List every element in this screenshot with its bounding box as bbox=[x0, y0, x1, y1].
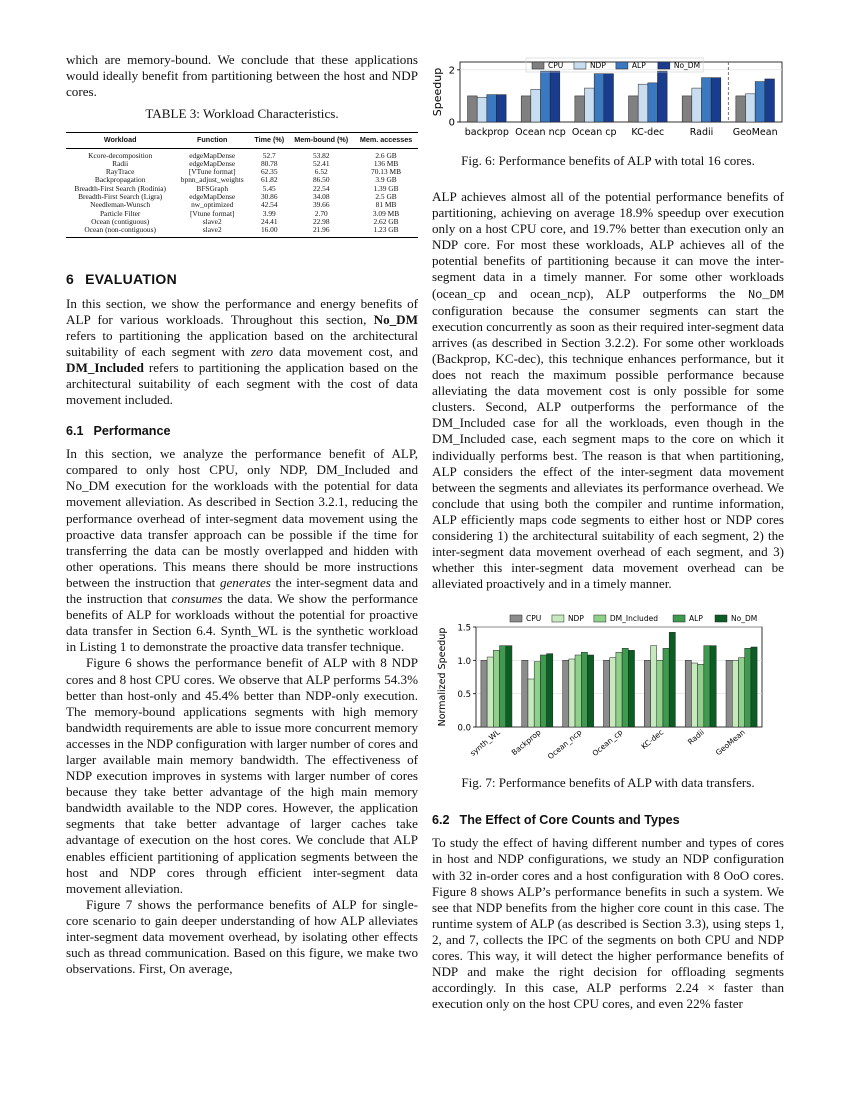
table-cell: 16.00 bbox=[250, 226, 288, 237]
performance-paragraph-2: Figure 6 shows the performance benefit of ALP with 8 NDP cores and 8 host CPU cores. We observe that ALP performs 54.3% better than host-only and 45.4% better than NDP-only execution. The memory-bound applications segments with high memory bandwidth requirements are able to issue more concurrent memory accesses in the NDP configuration with larger number of cores and larger available main memory bandwidth. The effectiveness of NDP execution improves in systems with larger number of cores because they take better advantage of the high main memory bandwidth available to the NDP cores. However, the application segments that take better advantage of larger caches take advantage of execution on the host cores. We conclude that ALP enables efficient partitioning of application segments between the host and NDP cores through efficient inter-segment data movement alleviation. bbox=[66, 655, 418, 896]
table-cell: [VTune format] bbox=[188, 167, 236, 177]
bar-cpu bbox=[629, 96, 639, 122]
table-cell: 1.39 GB bbox=[373, 183, 399, 193]
bar-dm-included bbox=[575, 655, 581, 727]
table-caption: TABLE 3: Workload Characteristics. bbox=[145, 106, 339, 122]
table-cell: 21.96 bbox=[288, 226, 354, 237]
table-header-row bbox=[66, 133, 418, 148]
section-6-heading bbox=[66, 271, 418, 287]
table-cell: [Vtune format] bbox=[189, 208, 235, 218]
table-cell: 2.62 GB bbox=[373, 216, 399, 226]
bar-no-dm bbox=[710, 646, 716, 727]
table-cell: Breadth-First Search (Rodinia) bbox=[74, 183, 166, 193]
table-cell: 42.54 bbox=[260, 200, 278, 210]
table-cell: 2.5 GB bbox=[375, 192, 397, 202]
table-header-cell: Time (%) bbox=[250, 133, 288, 148]
table-cell: Ocean (contiguous) bbox=[91, 216, 150, 226]
table-cell: 6.52 bbox=[314, 167, 328, 177]
table-cell: Backpropagation bbox=[94, 175, 146, 185]
subsection-number: 6.2 bbox=[432, 813, 450, 828]
table-cell: 22.98 bbox=[312, 216, 330, 226]
bar-no-dm bbox=[628, 651, 634, 728]
bar-cpu bbox=[682, 96, 692, 122]
table-cell: 136 MB bbox=[373, 158, 399, 168]
term-dm-included: DM_Included bbox=[66, 359, 144, 375]
bar-alp bbox=[540, 655, 546, 727]
table-cell: 86.50 bbox=[312, 175, 330, 185]
bar-ndp bbox=[651, 646, 657, 727]
bar-ndp bbox=[477, 97, 487, 122]
section-number: 6 bbox=[66, 270, 75, 287]
bar-no-dm bbox=[751, 647, 757, 727]
bar-alp bbox=[704, 646, 710, 727]
bar-alp bbox=[755, 82, 765, 122]
x-tick-label: KC-dec bbox=[639, 727, 666, 752]
y-axis-label: Normalized Speedup bbox=[437, 627, 448, 727]
legend-label: No_DM bbox=[731, 614, 758, 624]
bar-alp bbox=[541, 71, 551, 122]
bar-ndp bbox=[691, 663, 697, 727]
x-tick-label: Radii bbox=[685, 727, 706, 747]
table-cell: BFSGraph bbox=[196, 183, 229, 193]
bar-alp bbox=[663, 649, 669, 728]
table-cell: 2.6 GB bbox=[375, 150, 397, 160]
text-run: refers to partitioning the application based on the architectural suitability of each segment with the cost of data movement included. bbox=[66, 359, 418, 408]
y-tick-label: 0 bbox=[448, 117, 455, 129]
table-cell: RayTrace bbox=[105, 167, 135, 177]
subsection-6-1-heading bbox=[66, 424, 418, 438]
section-6-paragraph bbox=[66, 296, 418, 409]
term-no-dm: No_DM bbox=[373, 311, 418, 327]
legend-swatch bbox=[658, 62, 670, 69]
plot-frame bbox=[460, 62, 782, 122]
table-cell: edgeMapDense bbox=[189, 150, 236, 160]
table-cell: nw_optimized bbox=[191, 200, 234, 210]
table-cell: 3.09 MB bbox=[372, 208, 400, 218]
legend-label: NDP bbox=[589, 61, 606, 70]
bar-no-dm bbox=[604, 74, 614, 122]
bar-cpu bbox=[468, 96, 478, 122]
bar-alp bbox=[500, 646, 506, 727]
table-cell: slave2 bbox=[202, 216, 222, 226]
bar-ndp bbox=[692, 88, 702, 122]
subsection-title: The Effect of Core Counts and Types bbox=[459, 813, 680, 828]
bar-ndp bbox=[585, 88, 595, 122]
legend bbox=[510, 614, 757, 623]
legend-label: DM_Included bbox=[609, 614, 658, 624]
emphasis-generates: generates bbox=[219, 574, 271, 590]
x-tick-label: GeoMean bbox=[732, 127, 778, 138]
left-column bbox=[66, 52, 418, 977]
text-run: the inter-segment data and the instruction that bbox=[66, 574, 418, 607]
legend-label: ALP bbox=[631, 61, 646, 70]
table-cell: 5.45 bbox=[262, 183, 276, 193]
bar-dm-included bbox=[657, 661, 663, 728]
table-body bbox=[66, 148, 418, 237]
table-cell: 3.9 GB bbox=[375, 175, 397, 185]
bar-no-dm bbox=[547, 654, 553, 727]
table-cell: 81 MB bbox=[375, 200, 397, 210]
text-run: the data. We show the performance benefits of ALP for workloads without the potential for proactive data transfer in Section 6.4. Synth_WL is the synthetic workload in Listing 1 to demonstrate the proactive data transfer technique. bbox=[66, 591, 418, 655]
x-tick-label: KC-dec bbox=[631, 127, 665, 138]
bar-no-dm bbox=[711, 78, 721, 122]
figure-7-discussion-paragraph bbox=[432, 189, 784, 592]
bar-dm-included bbox=[616, 653, 622, 728]
subsection-6-2-heading bbox=[432, 813, 784, 827]
y-tick-label: 2 bbox=[448, 65, 455, 77]
legend-label: CPU bbox=[526, 614, 542, 624]
bar-dm-included bbox=[534, 662, 540, 727]
bar-cpu bbox=[522, 661, 528, 728]
legend-swatch bbox=[673, 615, 685, 622]
section-title: EVALUATION bbox=[85, 270, 178, 287]
table-cell: 3.99 bbox=[262, 208, 276, 218]
table-cell: 2.70 bbox=[314, 208, 328, 218]
y-tick-label: 0.5 bbox=[457, 690, 471, 701]
bar-dm-included bbox=[493, 651, 499, 728]
workload-table bbox=[66, 132, 418, 237]
text-run: refers to partitioning the application based on the architectural suitability of each segment with bbox=[66, 327, 418, 359]
y-tick-label: 1.0 bbox=[457, 657, 471, 668]
bar-cpu bbox=[521, 96, 531, 122]
table-cell: 62.35 bbox=[260, 167, 278, 177]
table-header-cell: Workload bbox=[66, 133, 174, 148]
text-run: data movement cost, and bbox=[273, 343, 418, 359]
emphasis-consumes: consumes bbox=[171, 591, 223, 607]
x-tick-label: synth_WL bbox=[468, 727, 502, 759]
bar-no-dm bbox=[506, 646, 512, 727]
intro-paragraph: which are memory-bound. We conclude that these applications would ideally benefit from partitioning between the host and NDP cores. bbox=[66, 52, 418, 100]
table-cell: 30.86 bbox=[260, 192, 278, 202]
subsection-number: 6.1 bbox=[66, 424, 84, 439]
legend-label: No_DM bbox=[673, 61, 701, 70]
subsection-title: Performance bbox=[93, 424, 171, 439]
table-cell: 22.54 bbox=[312, 183, 330, 193]
table-cell: 61.82 bbox=[260, 175, 278, 185]
bar-dm-included bbox=[738, 658, 744, 727]
table-cell: Needleman-Wunsch bbox=[90, 200, 151, 210]
y-tick-label: 1.5 bbox=[457, 623, 471, 634]
legend-label: NDP bbox=[567, 614, 584, 624]
bar-ndp bbox=[746, 94, 756, 122]
figure-6-chart bbox=[432, 52, 784, 142]
bar-ndp bbox=[531, 89, 541, 122]
figure-6-caption: Fig. 6: Performance benefits of ALP with total 16 cores. bbox=[461, 153, 755, 168]
bar-cpu bbox=[644, 661, 650, 728]
bar-alp bbox=[622, 649, 628, 728]
bar-cpu bbox=[575, 96, 585, 122]
legend-swatch bbox=[552, 615, 564, 622]
table-cell: slave2 bbox=[174, 226, 250, 237]
bar-alp bbox=[648, 83, 658, 122]
legend-swatch bbox=[510, 615, 522, 622]
table-cell: Kcore-decomposition bbox=[88, 150, 153, 160]
table-header-cell: Mem-bound (%) bbox=[288, 133, 354, 148]
bar-no-dm bbox=[657, 71, 667, 122]
bar-cpu bbox=[563, 661, 569, 728]
bar-cpu bbox=[685, 661, 691, 728]
table-cell: 52.41 bbox=[312, 158, 330, 168]
x-tick-label: GeoMean bbox=[713, 727, 747, 758]
legend-label: ALP bbox=[689, 614, 703, 624]
table-cell: 53.82 bbox=[312, 150, 330, 160]
table-cell: 34.08 bbox=[312, 192, 330, 202]
bar-no-dm bbox=[587, 655, 593, 727]
table-header-cell: Function bbox=[174, 133, 250, 148]
legend-swatch bbox=[715, 615, 727, 622]
y-axis-label: Speedup bbox=[432, 67, 444, 117]
emphasis-zero: zero bbox=[250, 343, 274, 359]
table-header-cell: Mem. accesses bbox=[354, 133, 418, 148]
table-cell: edgeMapDense bbox=[189, 192, 236, 202]
bar-cpu bbox=[481, 661, 487, 728]
table-cell: 80.78 bbox=[260, 158, 278, 168]
legend-swatch bbox=[532, 62, 544, 69]
bar-no-dm bbox=[765, 79, 775, 122]
bar-ndp bbox=[732, 661, 738, 728]
text-run: In this section, we show the performance and energy benefits of ALP for various workloads. Throughout this section, bbox=[66, 295, 418, 327]
legend-label: CPU bbox=[548, 61, 564, 70]
table-cell: 24.41 bbox=[260, 216, 278, 226]
x-tick-label: backprop bbox=[464, 127, 509, 138]
bar-no-dm bbox=[550, 71, 560, 122]
bar-alp bbox=[594, 74, 604, 122]
bar-alp bbox=[581, 653, 587, 728]
x-tick-label: Backprop bbox=[509, 727, 543, 758]
table-cell: edgeMapDense bbox=[189, 158, 236, 168]
figure-7-caption: Fig. 7: Performance benefits of ALP with data transfers. bbox=[461, 775, 755, 791]
core-count-paragraph: To study the effect of having different number and types of cores in host and NDP configurations, we study an NDP configuration with 32 in-order cores and a host configuration with 8 OoO cores. Figure 8 shows ALP’s performance benefits in such a system. We see that NDP benefits from the higher core count in this case. The runtime system of ALP (as described is Section 3.3), using steps 1, 2, and 7, collects the IPC of the segments on both CPU and NDP cores. This way, it will detect the higher performance benefits of NDP and make the right decision for offloading segments accordingly. In this case, ALP performs 2.24 × faster than execution only on the host CPU cores, and even 22% faster bbox=[432, 835, 784, 1012]
table-cell: Ocean (non-contiguous) bbox=[66, 226, 174, 237]
bar-alp bbox=[487, 95, 497, 122]
table-cell: 70.13 MB bbox=[371, 167, 402, 177]
code-no-dm: No_DM bbox=[747, 287, 784, 302]
legend-swatch bbox=[574, 62, 586, 69]
bar-alp bbox=[702, 78, 712, 122]
bar-ndp bbox=[638, 84, 648, 122]
performance-paragraph-1 bbox=[66, 446, 418, 655]
table-row bbox=[66, 226, 418, 237]
bar-no-dm bbox=[496, 95, 506, 122]
bar-cpu bbox=[726, 661, 732, 728]
bar-ndp bbox=[610, 658, 616, 727]
text-run: In this section, we analyze the performance benefit of ALP, compared to only host CPU, only NDP, DM_Included and No_DM execution for the workloads with the potential for data movement alleviation. As described in Section 3.2.1, reducing the performance overhead of inter-segment data movement using the proactive data transfer approach can be possible if the time for transferring the data can be mostly overlapped and hidden with other operations. This means there should be more instructions between the instruction that bbox=[66, 446, 418, 590]
right-column bbox=[432, 52, 784, 1012]
x-tick-label: Ocean_ncp bbox=[545, 727, 584, 762]
table-cell: Breadth-First Search (Ligra) bbox=[78, 192, 163, 202]
x-tick-label: Ocean_cp bbox=[590, 727, 625, 759]
table-cell: 1.23 GB bbox=[354, 226, 418, 237]
bar-cpu bbox=[603, 661, 609, 728]
table-cell: 52.7 bbox=[262, 150, 276, 160]
bar-ndp bbox=[569, 659, 575, 727]
bar-ndp bbox=[528, 679, 534, 727]
figure-7-chart bbox=[432, 612, 784, 762]
x-tick-label: Ocean cp bbox=[571, 127, 617, 138]
legend-swatch bbox=[594, 615, 606, 622]
bar-alp bbox=[745, 649, 751, 728]
table-cell: Particle Filter bbox=[99, 208, 141, 218]
table-cell: Radii bbox=[112, 158, 129, 168]
table-cell: 39.66 bbox=[312, 200, 330, 210]
bar-dm-included bbox=[698, 665, 704, 728]
bar-cpu bbox=[736, 96, 746, 122]
text-run: configuration because the consumer segments can start the execution concurrently as soon as their required inter-segment data arrives (as described in Section 3.2.2). For some other workloads (Backprop, KC-dec), this technique enhances performance, but it does not reach the maximum possible performance because alleviating the data movement cost is only possible for some clusters. Second, ALP outperforms the performance of the DM_Included case for all the workloads, even though in the DM_Included case, each segment maps to the core on which it individually performs best. The reason is that when partitioning, ALP considers the effect of the inter-segment data movement between the segments and alleviates its performance overhead. We conclude that using both the compiler and runtime information, ALP efficiently maps code segments to either host or NDP cores considering 1) the architectural suitability of each segment, 2) the inter-segment data movement overhead of each segment, and 3) whether this inter-segment data movement overhead can be alleviated proactively and in a timely manner. bbox=[432, 302, 784, 592]
bar-no-dm bbox=[669, 633, 675, 728]
x-tick-label: Radii bbox=[689, 127, 714, 138]
text-run: ALP achieves almost all of the potential performance benefits of partitioning, achieving on average 18.9% speedup over execution only on a host CPU core, and 19.7% better than execution only an NDP core. For most these workloads, ALP achieves all of the potential benefits of partitioning because it can move the inter-segment data in a timely manner. For some other workloads (ocean_cp and ocean_ncp), ALP outperforms the bbox=[432, 189, 784, 301]
bar-ndp bbox=[487, 657, 493, 727]
y-tick-label: 0.0 bbox=[457, 723, 471, 734]
x-tick-label: Ocean ncp bbox=[515, 127, 566, 138]
table-cell: bpnn_adjust_weights bbox=[180, 175, 244, 185]
legend-swatch bbox=[616, 62, 628, 69]
performance-paragraph-3: Figure 7 shows the performance benefits of ALP for single-core scenario to gain deeper understanding of how ALP alleviates inter-segment data movement overhead, by isolating other effects such as thread communication. Based on this figure, we make two observations. First, On average, bbox=[66, 896, 418, 977]
